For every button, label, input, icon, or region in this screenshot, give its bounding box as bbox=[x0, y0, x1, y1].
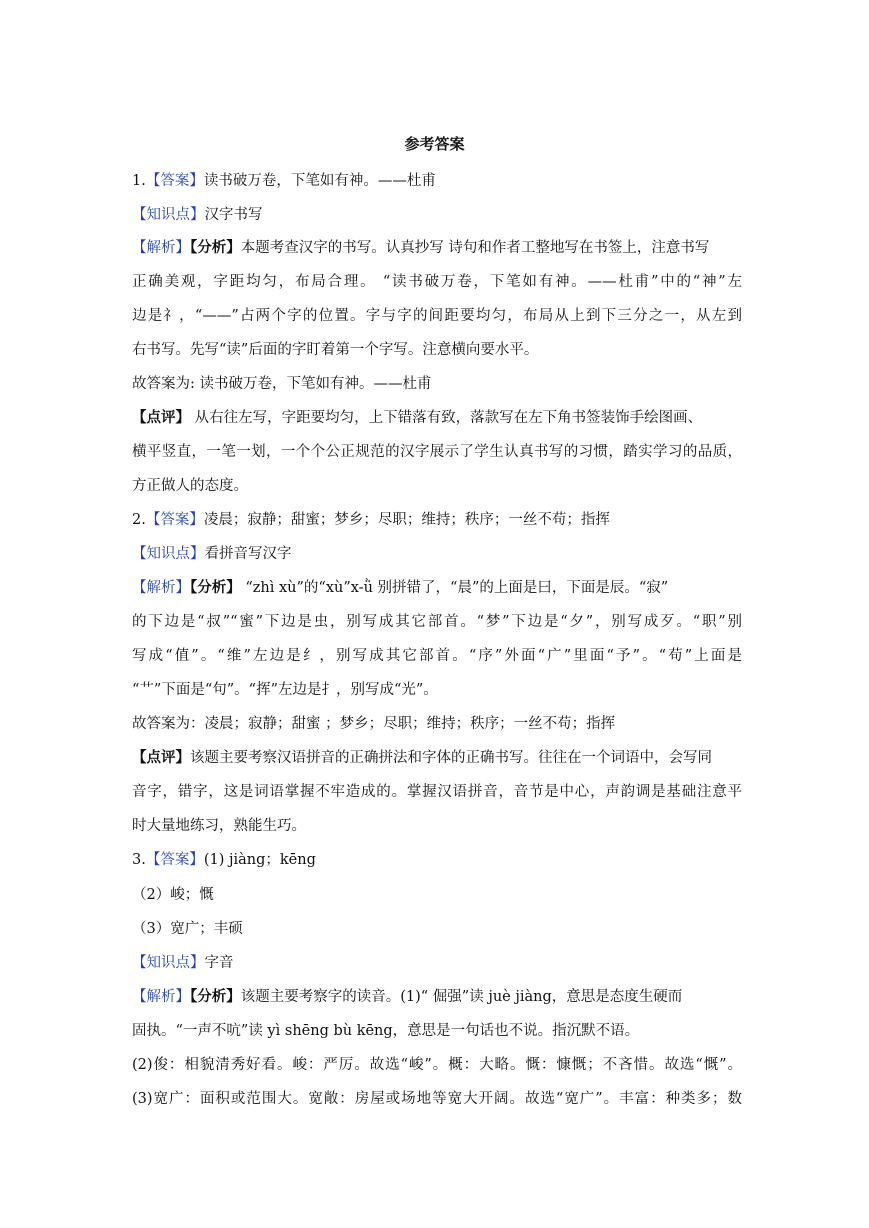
q1-analysis-line-2: 正确美观，字距均匀，布局合理。 “读书破万卷，下笔如有神。——杜甫”中的“神”左 bbox=[132, 274, 742, 290]
q3-analysis-line-4: (3)宽广：面积或范围大。宽敞：房屋或场地等宽大开阔。故选“宽广”。丰富：种类多；数 bbox=[132, 1091, 742, 1107]
q1-comment-line-1 bbox=[132, 407, 742, 429]
q1-knowledge-line bbox=[132, 204, 742, 226]
q1-knowledge: 汉字书写 bbox=[204, 207, 263, 223]
q2-analysis-line-2: 的下边是“叔”“蜜”下边是虫，别写成其它部首。“梦”下边是“夕”，别写成歹。“职”别 bbox=[132, 614, 742, 630]
q1-answer: 读书破万卷，下笔如有神。——杜甫 bbox=[203, 173, 436, 189]
q1-comment-line-2: 横平竖直，一笔一划，一个个公正规范的汉字展示了学生认真书写的习惯，踏实学习的品质， bbox=[132, 444, 742, 460]
q3-number: 3. bbox=[132, 852, 146, 868]
q3-knowledge: 字音 bbox=[204, 955, 234, 971]
q2-answer: 凌晨；寂静；甜蜜；梦乡；尽职；维持；秩序；一丝不苟；指挥 bbox=[203, 512, 610, 528]
q2-knowledge: 看拼音写汉字 bbox=[204, 546, 292, 562]
q1-number: 1. bbox=[132, 173, 146, 189]
comment-tag: 【点评】 bbox=[132, 749, 190, 766]
q1-comment-text: 从右往左写，字距要均匀，上下错落有致，落款写在左下角书签装饰手绘图画、 bbox=[190, 410, 703, 426]
knowledge-tag: 【知识点】 bbox=[132, 955, 205, 971]
answer-tag: 【答案】 bbox=[145, 173, 204, 189]
q3-answer: (1) jiàng；kēng bbox=[203, 852, 316, 868]
q2-final-answer: 故答案为：凌晨；寂静；甜蜜 ；梦乡；尽职；维持；秩序；一丝不苟；指挥 bbox=[132, 716, 616, 732]
q2-analysis-text: “zhì xù”的“xù”x-ǜ 别拼错了，“晨”的上面是曰，下面是辰。“寂” bbox=[240, 580, 669, 596]
comment-tag: 【点评】 bbox=[132, 409, 190, 426]
q3-sub-answer-2: （2）峻；慨 bbox=[132, 887, 214, 903]
q2-answer-line bbox=[132, 509, 742, 531]
q2-analysis-line-1 bbox=[132, 577, 742, 599]
answer-tag: 【答案】 bbox=[145, 512, 204, 528]
knowledge-tag: 【知识点】 bbox=[132, 546, 205, 562]
q2-comment-line-1 bbox=[132, 747, 742, 769]
analysis-tag: 【解析】 bbox=[132, 580, 190, 596]
q2-comment-line-3: 时大量地练习，熟能生巧。 bbox=[132, 818, 306, 834]
q3-analysis-line-1 bbox=[132, 986, 742, 1008]
analysis-tag: 【解析】 bbox=[132, 989, 190, 1005]
q2-analysis-line-3: 写成“值”。“维”左边是纟，别写成其它部首。“序”外面“广”里面“予”。“苟”上面是 bbox=[132, 648, 742, 664]
q3-analysis-text: 该题主要考察字的读音。(1)“ 倔强”读 juè jiàng，意思是态度生硬而 bbox=[240, 989, 683, 1005]
q1-analysis-text: 本题考查汉字的书写。认真抄写 诗句和作者工整地写在书签上，注意书写 bbox=[240, 240, 710, 256]
q3-answer-line bbox=[132, 849, 742, 871]
q1-comment-line-3: 方正做人的态度。 bbox=[132, 478, 248, 494]
knowledge-tag: 【知识点】 bbox=[132, 207, 205, 223]
q3-analysis-line-3: (2)俊：相貌清秀好看。峻：严厉。故选“峻”。概：大略。慨：慷慨；不吝惜。故选“慨”。 bbox=[132, 1057, 742, 1073]
q1-analysis-line-1 bbox=[132, 237, 742, 259]
q3-analysis-line-2: 固执。“一声不吭”读 yì shēng bù kēng，意思是一句话也不说。指沉默不语。 bbox=[132, 1023, 640, 1039]
answer-tag: 【答案】 bbox=[145, 852, 204, 868]
q2-analysis-line-4: “艹”下面是“句”。“挥”左边是扌，别写成“光”。 bbox=[132, 682, 438, 698]
analysis-sub-tag: 【分析】 bbox=[190, 988, 241, 1005]
q2-comment-text: 该题主要考察汉语拼音的正确拼法和字体的正确书写。往往在一个词语中，会写同 bbox=[190, 750, 712, 766]
q1-analysis-line-3: 边是礻，“——”占两个字的位置。字与字的间距要均匀，布局从上到下三分之一，从左到 bbox=[132, 308, 742, 324]
q3-knowledge-line bbox=[132, 952, 742, 974]
q1-answer-line bbox=[132, 170, 742, 192]
page-title: 参考答案 bbox=[404, 135, 465, 153]
analysis-tag: 【解析】 bbox=[132, 240, 190, 256]
q1-final-answer: 故答案为: 读书破万卷，下笔如有神。——杜甫 bbox=[132, 376, 432, 392]
q2-number: 2. bbox=[132, 512, 146, 528]
q3-sub-answer-3: （3）宽广；丰硕 bbox=[132, 921, 243, 937]
q2-comment-line-2: 音字，错字，这是词语掌握不牢造成的。掌握汉语拼音，音节是中心，声韵调是基础注意平 bbox=[132, 784, 742, 800]
analysis-sub-tag: 【分析】 bbox=[190, 579, 241, 596]
q1-analysis-line-4: 右书写。先写“读”后面的字盯着第一个字写。注意横向要水平。 bbox=[132, 342, 539, 358]
analysis-sub-tag: 【分析】 bbox=[190, 239, 241, 256]
q2-knowledge-line bbox=[132, 543, 742, 565]
